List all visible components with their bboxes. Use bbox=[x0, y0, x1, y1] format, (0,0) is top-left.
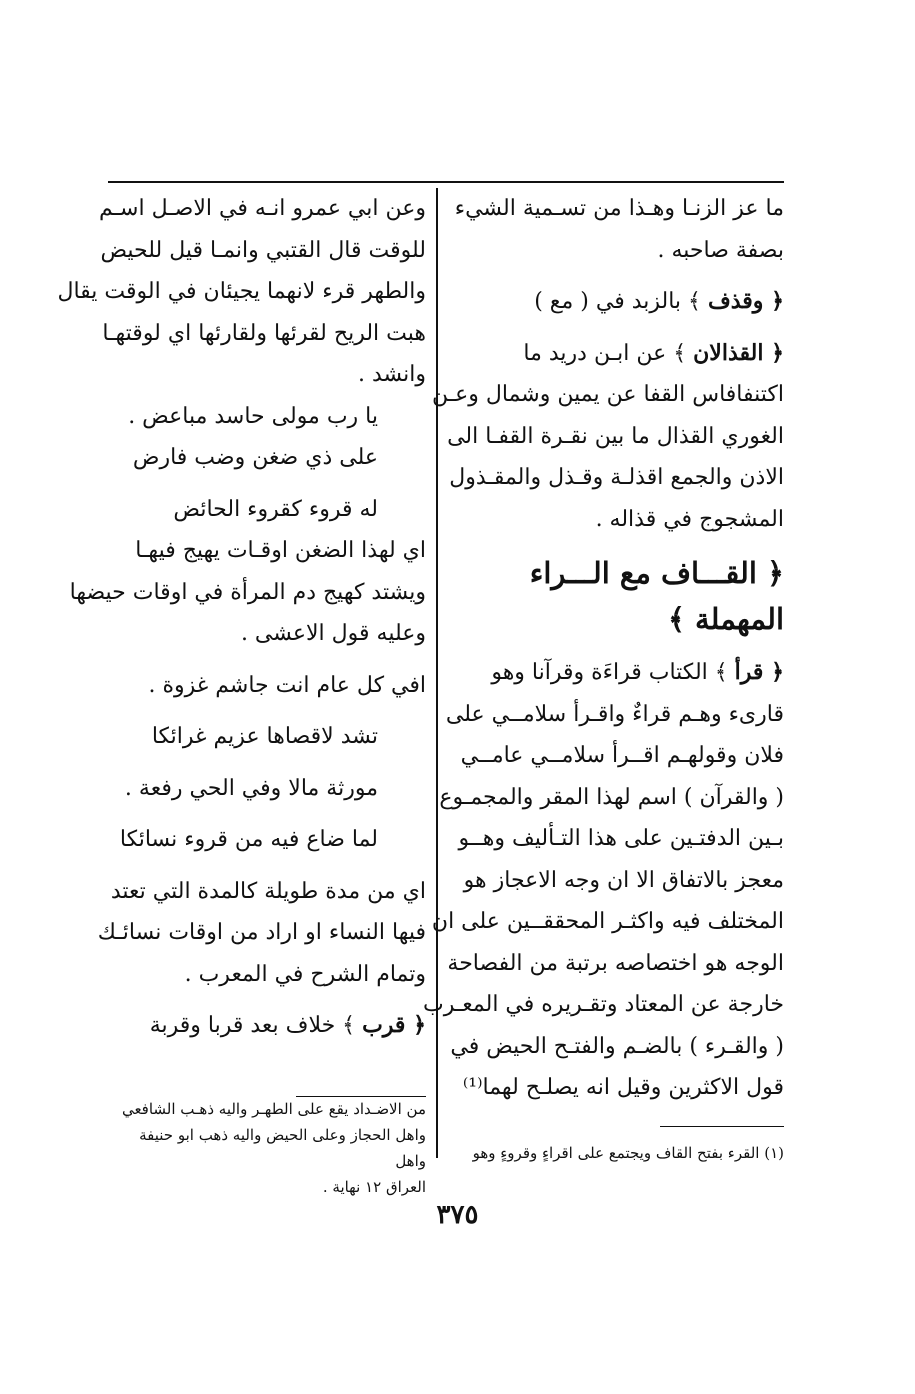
verse-line: على ذي ضغن وضب فارض bbox=[132, 445, 378, 470]
text-line: ( والقـرء ) بالضـم والفتـح الحيض في bbox=[450, 1033, 784, 1059]
text-line: اي لهذا الضغن اوقـات يهيج فيهـا bbox=[135, 538, 426, 563]
verse-line: افي كل عام انت جاشم غزوة . bbox=[148, 672, 426, 698]
text-line: ويشتد كهيج دم المرأة في اوقات حيضها bbox=[69, 579, 426, 605]
footnote-left bbox=[108, 1096, 426, 1200]
text-line: قول الاكثرين وقيل انه يصلـح لهما⁽¹⁾ bbox=[462, 1075, 784, 1100]
footnote-line: (١) القرء بفتح القاف ويجتمع على اقراءٍ وقروءٍ وهو bbox=[472, 1144, 784, 1162]
text-line: اكتنفافاس القفا عن يمين وشمال وعـن bbox=[431, 382, 784, 407]
entry-term: قرأ bbox=[734, 659, 764, 685]
text-line: معجز بالاتفاق الا ان وجه الاعجاز هو bbox=[463, 867, 784, 893]
verse-line: مورثة مالا وفي الحي رفعة . bbox=[124, 775, 378, 801]
entry-term: وقذف bbox=[707, 288, 764, 314]
entry-waqadhafa: ﴿ وقذف ﴾ بالزبد في ( مع ) bbox=[534, 288, 784, 314]
verse-line: له قروء كقروء الحائض bbox=[173, 496, 378, 522]
entry-term: قرب bbox=[362, 1012, 406, 1038]
entry-term: القذالان bbox=[693, 339, 764, 366]
footnote-line: واهل الحجاز وعلى الحيض واليه ذهب ابو حنيفة واهل bbox=[139, 1126, 426, 1170]
text-line: ( والقرآن ) اسم لهذا المقر والمجمـوع bbox=[439, 784, 784, 810]
entry-qaraa: ﴿ قرأ ﴾ الكتاب قراءَة وقرآنا وهو bbox=[491, 659, 784, 685]
text-line: وعن ابي عمرو انـه في الاصـل اسـم bbox=[98, 196, 426, 221]
text-line: قارىء وهـم قراءٌ واقـرأ سلامــي على bbox=[445, 701, 784, 727]
left-column bbox=[57, 188, 426, 1047]
text-line: والطهر قرء لانهما يجيئان في الوقت يقال bbox=[57, 279, 426, 304]
page-number: ٣٧٥ bbox=[436, 1200, 479, 1230]
text-line: بصفة صاحبه . bbox=[657, 237, 784, 263]
text-line: خارجة عن المعتاد وتقـريره في المعـرب bbox=[423, 992, 784, 1017]
text-line: اي من مدة طويلة كالمدة التي تعتد bbox=[110, 878, 426, 904]
footnote-line: من الاضـداد يقع على الطهـر واليه ذهـب الشافعي bbox=[121, 1100, 426, 1118]
text-line: ما عز الزنـا وهـذا من تسـمية الشيء bbox=[454, 196, 784, 221]
section-heading: ﴿ القـــاف مع الـــراء bbox=[529, 556, 784, 590]
text-line: الاذن والجمع اقذلـة وقـذل والمقـذول bbox=[449, 465, 784, 490]
entry-alqadhalan: ﴿ القذالان ﴾ عن ابـن دريد ما bbox=[523, 339, 784, 366]
text-line: فيها النساء او اراد من اوقات نسائـك bbox=[97, 920, 426, 945]
footnote-line: العراق ١٢ نهاية . bbox=[322, 1178, 426, 1196]
top-rule bbox=[108, 181, 784, 183]
text-line: وانشد . bbox=[357, 362, 426, 387]
section-heading: المهملة ﴾ bbox=[667, 602, 784, 636]
text-line: وعليه قول الاعشى . bbox=[240, 621, 426, 646]
text-line: وتمام الشرح في المعرب . bbox=[184, 961, 426, 987]
text-line: الغوري القذال ما بين نقـرة القفـا الى bbox=[447, 423, 784, 449]
entry-qurb: ﴿ قرب ﴾ خلاف بعد قربا وقربة bbox=[149, 1012, 426, 1038]
verse-line: تشد لاقصاها عزيم غرائكا bbox=[151, 724, 378, 749]
text-line: المشجوج في قذاله . bbox=[595, 506, 784, 532]
footnote-right bbox=[450, 1140, 784, 1166]
verse-line: يا رب مولى حاسد مباعض . bbox=[128, 403, 378, 429]
right-column bbox=[423, 188, 784, 1109]
text-line: فلان وقولهـم اقــرأ سلامــي عامــي bbox=[460, 743, 784, 768]
text-line: بـين الدفتـين على هذا التـأليف وهــو bbox=[458, 826, 784, 851]
footnote-rule bbox=[660, 1126, 784, 1127]
text-line: هبت الريح لقرئها ولقارئها اي لوقتهـا bbox=[102, 320, 426, 346]
verse-line: لما ضاع فيه من قروء نسائكا bbox=[119, 827, 378, 852]
text-line: للوقت قال القتبي وانمـا قيل للحيض bbox=[100, 237, 426, 263]
text-line: الوجه هو اختصاصه برتبة من الفصاحة bbox=[447, 950, 784, 976]
text-line: المختلف فيه واكثـر المحققــين على ان bbox=[431, 909, 784, 934]
